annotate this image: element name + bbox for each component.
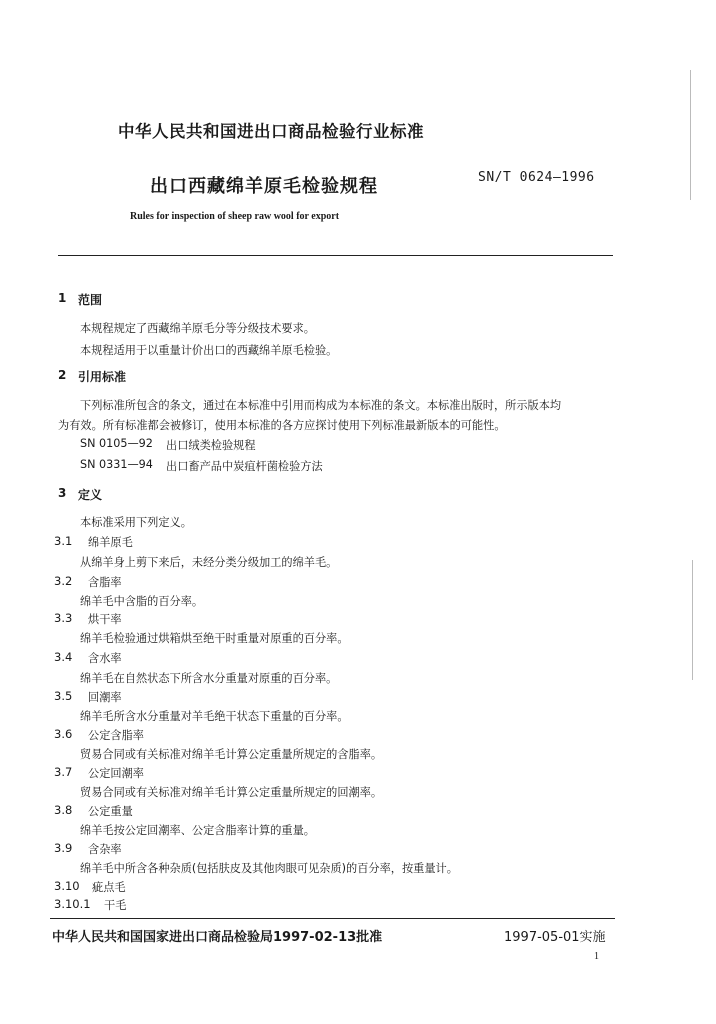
definition-text: 绵羊毛所含水分重量对羊毛绝干状态下重量的百分率。 [80, 710, 349, 723]
definition-text: 贸易合同或有关标准对绵羊毛计算公定重量所规定的含脂率。 [80, 748, 383, 761]
definition-number: 3.5 [54, 689, 73, 703]
header-divider [58, 255, 613, 256]
definition-text: 从绵羊身上剪下来后，未经分类分级加工的绵羊毛。 [80, 556, 338, 569]
section-1-number: 1 [58, 291, 67, 305]
definition-text: 绵羊毛按公定回潮率、公定含脂率计算的重量。 [80, 824, 315, 837]
definition-term: 回潮率 [88, 691, 122, 704]
document-title-en: Rules for inspection of sheep raw wool for export [130, 211, 340, 222]
definition-term: 公定含脂率 [88, 729, 144, 742]
reference-1-code: SN 0105—92 [80, 437, 153, 450]
definition-text: 贸易合同或有关标准对绵羊毛计算公定重量所规定的回潮率。 [80, 786, 383, 799]
scan-edge-line [690, 70, 691, 200]
definition-number: 3.4 [54, 650, 73, 664]
definition-text: 绵羊毛中所含各种杂质(包括肤皮及其他肉眼可见杂质)的百分率，按重量计。 [80, 862, 458, 875]
definition-term: 含脂率 [88, 576, 122, 589]
reference-2-code: SN 0331—94 [80, 458, 153, 471]
section-1-para-1: 本规程规定了西藏绵羊原毛分等分级技术要求。 [80, 322, 315, 335]
definition-term: 烘干率 [88, 613, 122, 626]
definition-term: 公定重量 [88, 805, 133, 818]
scan-edge-line [692, 560, 693, 680]
definition-text: 绵羊毛检验通过烘箱烘至绝干时重量对原重的百分率。 [80, 632, 349, 645]
definition-number: 3.7 [54, 765, 73, 779]
issued-line: 中华人民共和国国家进出口商品检验局1997-02-13批准 [52, 930, 383, 945]
reference-1-title: 出口绒类检验规程 [166, 439, 256, 452]
section-1-title: 范围 [78, 293, 103, 307]
definition-number: 3.9 [54, 841, 73, 855]
footer-divider [50, 918, 615, 919]
issuing-standard-line: 中华人民共和国进出口商品检验行业标准 [118, 122, 424, 141]
definition-number: 3.6 [54, 727, 73, 741]
section-2-para-line-2: 为有效。所有标准都会被修订，使用本标准的各方应探讨使用下列标准最新版本的可能性。 [58, 419, 506, 432]
section-2-title: 引用标准 [78, 370, 127, 384]
definition-number: 3.3 [54, 611, 73, 625]
section-3-intro: 本标准采用下列定义。 [80, 516, 192, 529]
definition-term: 绵羊原毛 [88, 536, 133, 549]
definition-term: 公定回潮率 [88, 767, 144, 780]
definition-term: 干毛 [104, 899, 127, 912]
section-3-number: 3 [58, 486, 67, 500]
definition-number: 3.1 [54, 534, 73, 548]
definition-term: 含杂率 [88, 843, 122, 856]
definition-term: 疵点毛 [92, 881, 126, 894]
definition-term: 含水率 [88, 652, 122, 665]
definition-number: 3.2 [54, 574, 73, 588]
document-title-cn: 出口西藏绵羊原毛检验规程 [150, 176, 378, 197]
definition-number: 3.10.1 [54, 897, 91, 911]
definition-text: 绵羊毛在自然状态下所含水分重量对原重的百分率。 [80, 672, 338, 685]
reference-2-title: 出口畜产品中炭疽杆菌检验方法 [166, 460, 323, 473]
section-1-para-2: 本规程适用于以重量计价出口的西藏绵羊原毛检验。 [80, 344, 338, 357]
effective-date: 1997-05-01实施 [504, 930, 606, 945]
section-3-title: 定义 [78, 488, 103, 502]
definition-number: 3.10 [54, 879, 80, 893]
section-2-para-line-1: 下列标准所包含的条文，通过在本标准中引用而构成为本标准的条文。本标准出版时，所示版本均 [80, 399, 562, 412]
standard-code: SN/T 0624—1996 [478, 170, 595, 185]
page-number: 1 [594, 951, 599, 962]
definition-text: 绵羊毛中含脂的百分率。 [80, 595, 204, 608]
definition-number: 3.8 [54, 803, 73, 817]
section-2-number: 2 [58, 368, 67, 382]
